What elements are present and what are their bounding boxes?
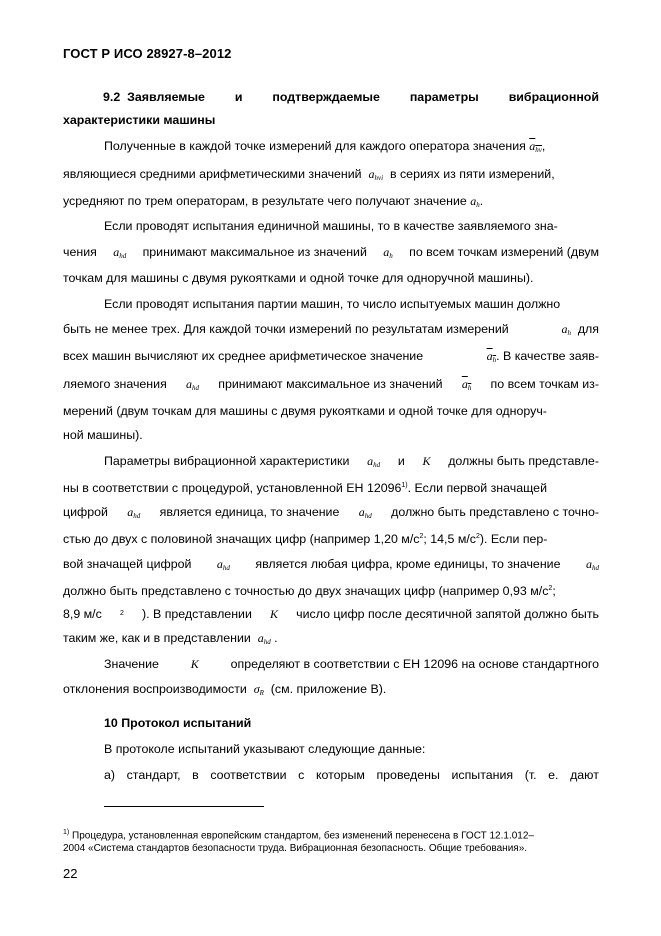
math-symbol: $a_{hd}$ xyxy=(216,557,230,572)
paragraph-line: В протоколе испытаний указывают следующие данные: xyxy=(104,742,426,756)
section-9-2-title-line2: характеристики машины xyxy=(63,113,216,127)
paragraph-line: являющиеся средними арифметическими значений $a_{hvi}$ в сериях из пяти измерений, xyxy=(63,167,555,182)
paragraph-line: ляемого значения $a_{hd}$ принимают максимальное из значений $a_h$ по всем точкам из- xyxy=(63,376,599,396)
title-word: 9.2 Заявляемые xyxy=(103,90,205,104)
math-symbol: K xyxy=(422,454,431,468)
math-symbol: $a_{hd}$ xyxy=(186,377,200,392)
paragraph-line: точкам для машины с двумя рукоятками и одной точке для одноручной машины). xyxy=(63,271,534,285)
paragraph-line: 8,9 м/с 2 ). В представлении K число цифр после десятичной запятой должно быть xyxy=(63,607,599,621)
math-symbol: $\sigma_R$ xyxy=(253,682,264,697)
footnote-line: $^{1)}$ Процедура, установленная европейским стандартом, без изменений перенесена в ГОСТ 12.1.012– xyxy=(63,829,534,842)
math-symbol: $a_h$ xyxy=(461,377,472,392)
paragraph-line: ной машины). xyxy=(63,428,143,442)
paragraph-line: Значение K определяют в соответствии с ЕН 12096 на основе стандартного xyxy=(104,657,599,671)
paragraph-line: Полученные в каждой точке измерений для каждого оператора значения $a_{hv}$, xyxy=(104,139,546,154)
paragraph-line: вой значащей цифрой $a_{hd}$ является любая цифра, кроме единицы, то значение $a_{hd}$ xyxy=(63,556,599,576)
math-symbol: $a_{hd}$ xyxy=(257,631,271,646)
paragraph-line: стью до двух с половиной значащих цифр (например 1,20 $м/с^2$; 14,5 $м/с^2$). Если пер- xyxy=(63,532,548,547)
paragraph-line: отклонения воспроизводимости $\sigma_R$ (см. приложение В). xyxy=(63,682,387,697)
paragraph-line: ны в соответствии с процедурой, установленной ЕН 12096$^{1)}$. Если первой значащей xyxy=(63,481,547,496)
math-symbol: K xyxy=(190,657,199,671)
paragraph-line: таким же, как и в представлении $a_{hd}$ . xyxy=(63,631,278,646)
title-word: подтверждаемые xyxy=(272,90,380,104)
math-symbol: $a_{hvi}$ xyxy=(368,167,384,182)
title-word: и xyxy=(234,90,243,104)
math-symbol: K xyxy=(270,607,279,621)
paragraph-line: мерений (двум точкам для машины с двумя рукоятками и одной точке для одноруч- xyxy=(63,404,547,418)
paragraph-line: а) стандарт, в соответствии с которым проведены испытания (т. е. дают xyxy=(104,768,599,782)
math-symbol: $a_h$ xyxy=(561,322,571,337)
title-word: параметры xyxy=(409,90,479,104)
paragraph-line: быть не менее трех. Для каждой точки измерений по результатам измерений $a_h$ для xyxy=(63,322,599,337)
math-symbol: $a_{hd}$ xyxy=(367,454,381,469)
paragraph-line: всех машин вычисляют их среднее арифметическое значение $a_h$. В качестве заяв- xyxy=(63,349,599,364)
math-symbol: $a_h$ xyxy=(383,245,393,260)
section-9-2-title-line1 xyxy=(63,86,599,109)
paragraph-line: усредняют по трем операторам, в результате чего получают значение $a_h$. xyxy=(63,194,484,209)
math-symbol: $a_{hd}$ xyxy=(127,505,141,520)
page-header: ГОСТ Р ИСО 28927-8–2012 xyxy=(63,46,232,61)
paragraph-line: Если проводят испытания партии машин, то число испытуемых машин должно xyxy=(104,297,561,311)
paragraph-line: чения $a_{hd}$ принимают максимальное из значений $a_h$ по всем точкам измерений (двум xyxy=(63,244,599,264)
footnote-line: 2004 «Система стандартов безопасности труда. Вибрационная безопасность. Общие требования». xyxy=(63,843,528,854)
footnote-ref: 1) xyxy=(401,482,408,489)
math-symbol: $a_{hd}$ xyxy=(585,557,599,572)
paragraph-line: Параметры вибрационной характеристики $a_{hd}$ и K должны быть представле- xyxy=(104,453,599,473)
paragraph-line: цифрой $a_{hd}$ является единица, то значение $a_{hd}$ должно быть представлено с точно- xyxy=(63,504,599,524)
math-symbol: $a_{hv}$ xyxy=(529,139,542,154)
math-symbol: $a_h$ xyxy=(486,349,497,364)
paragraph-line: Если проводят испытания единичной машины, то в качестве заявляемого зна- xyxy=(104,219,558,233)
math-symbol: $a_h$ xyxy=(470,194,480,209)
footnote-divider xyxy=(104,806,264,807)
paragraph-line: должно быть представлено с точностью до двух значащих цифр (например 0,93 $м/с^2$; xyxy=(63,584,556,599)
page-number: 22 xyxy=(63,866,78,881)
math-symbol: $a_{hd}$ xyxy=(113,245,127,260)
section-10-title: 10 Протокол испытаний xyxy=(104,716,252,730)
math-symbol: $a_{hd}$ xyxy=(358,505,372,520)
title-word: вибрационной xyxy=(508,90,599,104)
